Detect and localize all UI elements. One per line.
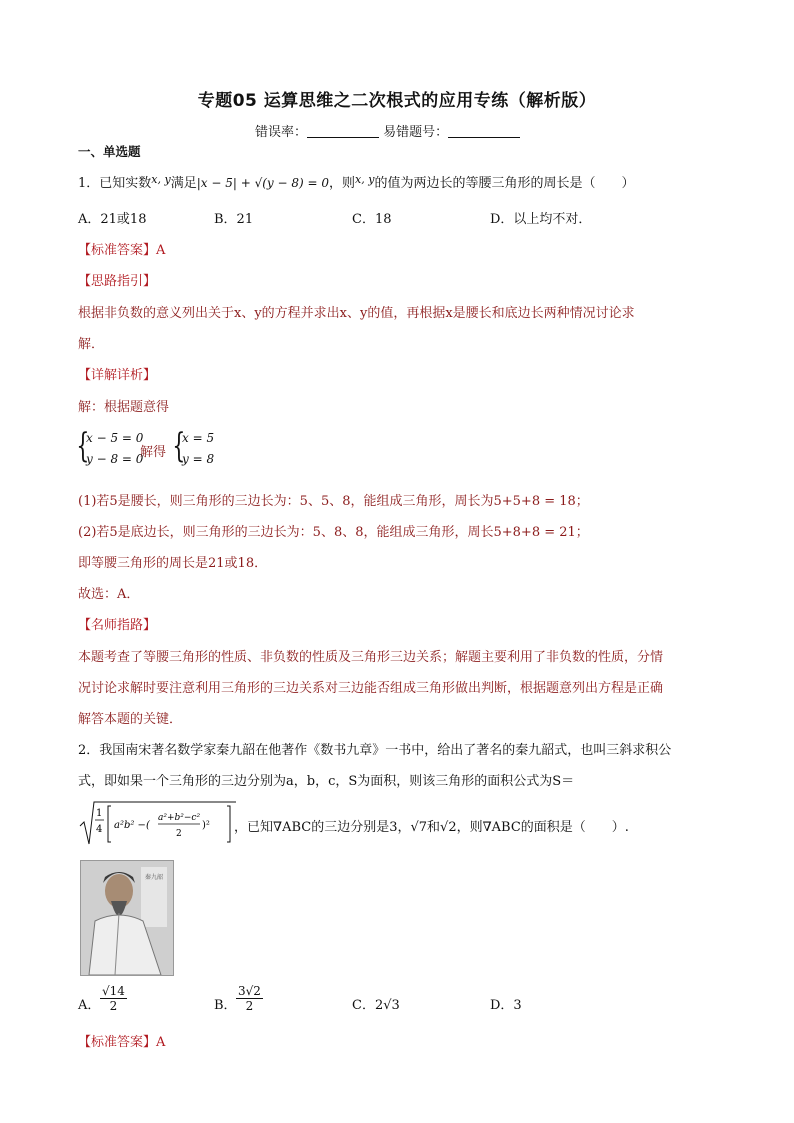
qin-formula (78, 800, 238, 846)
q1-system-eq-1: x − 5 = 0 (86, 431, 144, 445)
q1-detail-tag: 【详解详析】 (78, 368, 157, 383)
svg-text:4: 4 (96, 824, 103, 835)
q1-hint-line-1: 根据非负数的意义列出关于x、y的方程并求出x、y的值，再根据x是腰长和底边长两种情况讨论求 (78, 306, 635, 321)
q1-teacher-line-1: 本题考查了等腰三角形的性质、非负数的性质及三角形三边关系；解题主要利用了非负数的性质，分情 (78, 650, 664, 665)
q2-option-c: C．2√3 (352, 998, 400, 1013)
svg-text:)²: )² (202, 820, 210, 831)
svg-text:a²b² −(: a²b² −( (114, 820, 150, 831)
q1-hint-line-2: 解． (78, 337, 105, 352)
q1-option-a: A．21或18 (78, 212, 147, 227)
q2-formula-tail: ，已知∇ABC的三边分别是3，√7和√2，则∇ABC的面积是（ ）. (234, 820, 629, 835)
section-heading: 一、单选题 (78, 144, 141, 159)
q1-result-x: x = 5 (182, 431, 215, 445)
q1-choice: 故选：A． (78, 587, 140, 602)
q1-option-d: D．以上均不对． (490, 212, 592, 227)
q1-vars-2: x, y (355, 173, 375, 186)
q1-teacher-line-3: 解答本题的关键． (78, 712, 183, 727)
q2-option-a-fraction (100, 984, 127, 1013)
q2-option-a-denominator: 2 (109, 999, 118, 1013)
q1-solution-intro: 解：根据题意得 (78, 400, 170, 415)
left-brace-icon: { (76, 426, 90, 466)
q1-equation: |x − 5| + √(y − 8) = 0 (196, 176, 329, 190)
q1-result-y: y = 8 (182, 452, 215, 466)
q1-vars: x, y (151, 173, 171, 186)
q1-stem (78, 172, 634, 191)
error-rate-line (255, 121, 520, 140)
q1-teacher-line-2: 况讨论求解时要注意利用三角形的三边关系对三边能否组成三角形做出判断，根据题意列出方程是正确 (78, 681, 664, 696)
error-rate-blank (307, 125, 379, 138)
q1-hint-tag: 【思路指引】 (78, 274, 157, 289)
q2-stem-line-2: 式，即如果一个三角形的三边分别为a，b，c，S为面积，则该三角形的面积公式为S＝ (78, 774, 575, 789)
q1-stem-a: 1．已知实数 (78, 176, 152, 191)
svg-text:1: 1 (96, 808, 103, 819)
q1-conclusion: 即等腰三角形的周长是21或18． (78, 556, 268, 571)
left-brace-icon-2: { (172, 426, 186, 466)
q1-option-c: C．18 (352, 212, 392, 227)
qin-jiushao-portrait (80, 860, 174, 976)
q2-option-b-denominator: 2 (245, 999, 254, 1013)
q1-stem-c: ，则 (329, 176, 356, 191)
q1-case-2: (2)若5是底边长，则三角形的三边长为：5、8、8，能组成三角形，周长5+8+8 = 21； (78, 525, 589, 540)
q2-option-d: D．3 (490, 998, 522, 1013)
q1-system-eq-2: y − 8 = 0 (86, 452, 144, 466)
q1-solve-word: 解得 (140, 445, 167, 460)
svg-text:a²+b²−c²: a²+b²−c² (158, 813, 201, 823)
q2-option-a-label: A． (78, 998, 101, 1013)
q1-teacher-tag: 【名师指路】 (78, 618, 157, 633)
q1-option-b: B．21 (214, 212, 254, 227)
svg-text:2: 2 (176, 829, 182, 839)
q2-option-b-label: B． (214, 998, 237, 1013)
error-rate-label: 错误率： (255, 125, 308, 140)
q1-stem-d: 的值为两边长的等腰三角形的周长是（ ） (374, 176, 635, 191)
q1-case-1: (1)若5是腰长，则三角形的三边长为：5、5、8，能组成三角形，周长为5+5+8 = 18； (78, 494, 589, 509)
q1-answer: 【标准答案】A (78, 243, 166, 258)
q1-stem-b: 满足 (170, 176, 197, 191)
q2-stem-line-1: 2．我国南宋著名数学家秦九韶在他著作《数书九章》一书中，给出了著名的秦九韶式，也叫三斜求积公 (78, 743, 672, 758)
qin-formula-svg (78, 800, 238, 846)
portrait-illustration (81, 861, 173, 975)
q2-option-a-numerator: √14 (102, 984, 125, 998)
error-number-blank (448, 125, 520, 138)
portrait-caption: 秦九韶 (145, 874, 164, 881)
error-number-label: 易错题号： (383, 125, 449, 140)
q2-answer: 【标准答案】A (78, 1035, 166, 1050)
page-title: 专题05 运算思维之二次根式的应用专练（解析版） (197, 91, 597, 111)
q2-option-b-numerator: 3√2 (238, 984, 261, 998)
q2-option-b-fraction (236, 984, 263, 1013)
